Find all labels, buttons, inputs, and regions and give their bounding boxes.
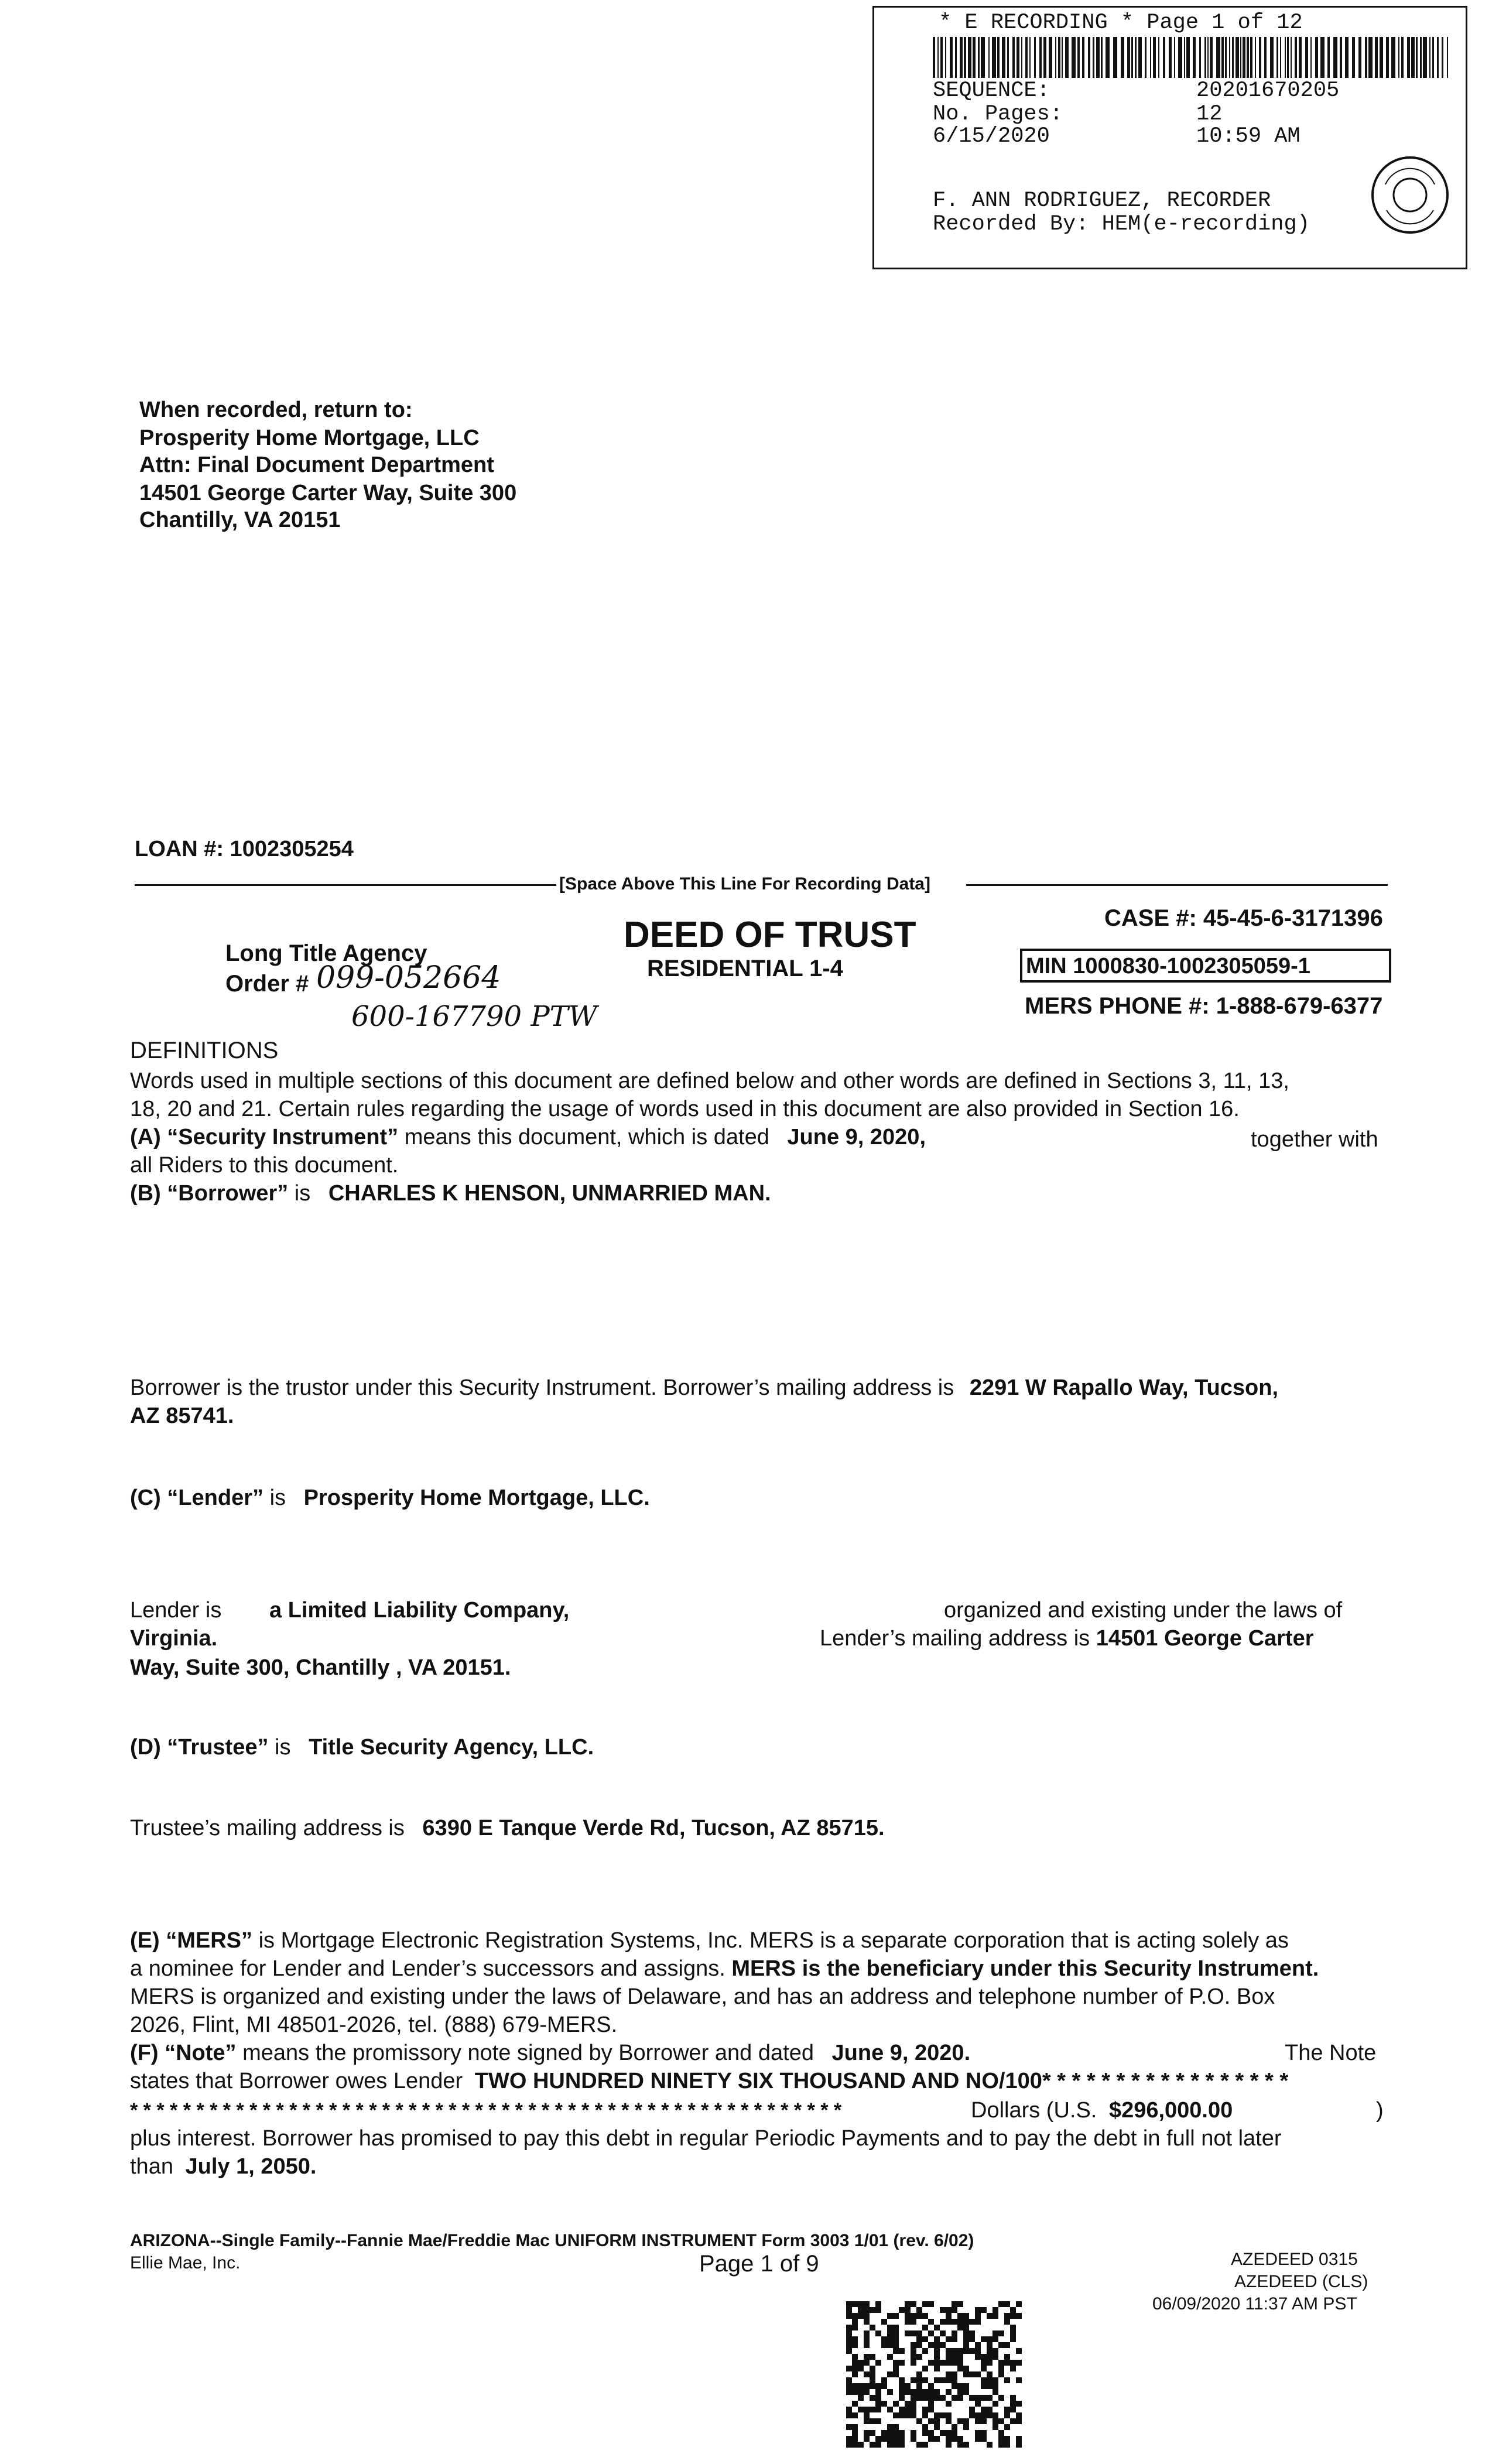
return-to-line4: 14501 George Carter Way, Suite 300 bbox=[139, 481, 517, 505]
lender-mailing bbox=[820, 1624, 1314, 1652]
record-time: 10:59 AM bbox=[1196, 124, 1300, 149]
definition-a-tail: together with bbox=[1251, 1127, 1378, 1152]
barcode-icon bbox=[933, 37, 1448, 78]
return-to-line3: Attn: Final Document Department bbox=[139, 453, 494, 477]
definition-a-date: June 9, 2020, bbox=[787, 1125, 926, 1149]
definition-e-line2b: MERS is the beneficiary under this Security Instrument. bbox=[731, 1956, 1319, 1981]
note-amount-words: TWO HUNDRED NINETY SIX THOUSAND AND NO/100* * * * * * * * * * * * * * * * * bbox=[474, 2069, 1289, 2093]
definition-f-text: means the promissory note signed by Borrower and dated bbox=[242, 2041, 814, 2065]
than-label: than bbox=[130, 2154, 173, 2179]
definitions-intro-line2: 18, 20 and 21. Certain rules regarding the usage of words used in this document are also provided in Section 16. bbox=[130, 1097, 1240, 1121]
definition-e-line2 bbox=[130, 1955, 1319, 1983]
min-number: MIN 1000830-1002305059-1 bbox=[1026, 954, 1310, 978]
case-number: CASE #: 45-45-6-3171396 bbox=[1104, 905, 1383, 931]
definition-e-label: (E) “MERS” bbox=[130, 1928, 252, 1953]
sequence-value: 20201670205 bbox=[1196, 78, 1340, 103]
borrower-name: CHARLES K HENSON, UNMARRIED MAN. bbox=[328, 1181, 771, 1206]
sequence-label: SEQUENCE: bbox=[933, 78, 1050, 103]
note-amount: $296,000.00 bbox=[1108, 2098, 1233, 2123]
definition-b-is: is bbox=[294, 1181, 311, 1206]
definition-f-line2a: states that Borrower owes Lender bbox=[130, 2069, 463, 2093]
lender-type: a Limited Liability Company, bbox=[269, 1598, 570, 1623]
definition-f-line4: plus interest. Borrower has promised to pay this debt in regular Periodic Payments and to pay the debt in full not later bbox=[130, 2126, 1282, 2151]
footer-page: Page 1 of 9 bbox=[699, 2251, 819, 2277]
recording-rule-right bbox=[966, 884, 1388, 886]
trustee-address-text: Trustee’s mailing address is bbox=[130, 1816, 405, 1840]
trustee-address-value: 6390 E Tanque Verde Rd, Tucson, AZ 85715. bbox=[422, 1816, 885, 1840]
return-to-line2: Prosperity Home Mortgage, LLC bbox=[139, 426, 480, 450]
recording-stamp bbox=[872, 6, 1467, 269]
definition-e-line4: 2026, Flint, MI 48501-2026, tel. (888) 679-MERS. bbox=[130, 2013, 618, 2037]
definition-a-label: (A) “Security Instrument” bbox=[130, 1125, 399, 1149]
recorded-by: Recorded By: HEM(e-recording) bbox=[933, 212, 1310, 237]
lender-mailing-text: Lender’s mailing address is bbox=[820, 1626, 1090, 1651]
definition-e-text: is Mortgage Electronic Registration Systems, Inc. MERS is a separate corporation that is acting solely as bbox=[258, 1928, 1289, 1953]
borrower-address-line1 bbox=[130, 1374, 1278, 1402]
definition-f-line5 bbox=[130, 2152, 316, 2181]
lender-is: Lender is bbox=[130, 1598, 222, 1623]
order-label: Order # bbox=[225, 971, 309, 997]
lender-address-2: Way, Suite 300, Chantilly , VA 20151. bbox=[130, 1655, 511, 1680]
return-to-line5: Chantilly, VA 20151 bbox=[139, 508, 341, 532]
trustee-name: Title Security Agency, LLC. bbox=[309, 1735, 594, 1760]
dollars-label: Dollars (U.S. bbox=[971, 2098, 1097, 2123]
definition-a-line2: all Riders to this document. bbox=[130, 1153, 399, 1178]
lender-state: Virginia. bbox=[130, 1626, 218, 1651]
lender-address-1: 14501 George Carter bbox=[1096, 1626, 1314, 1651]
definition-c bbox=[130, 1484, 650, 1512]
loan-number: LOAN #: 1002305254 bbox=[135, 837, 354, 861]
definition-c-label: (C) “Lender” bbox=[130, 1486, 263, 1510]
definition-c-is: is bbox=[269, 1486, 286, 1510]
borrower-address-value: 2291 W Rapallo Way, Tucson, bbox=[969, 1375, 1279, 1400]
document-subtitle: RESIDENTIAL 1-4 bbox=[647, 956, 843, 981]
maturity-date: July 1, 2050. bbox=[185, 2154, 317, 2179]
return-to-line1: When recorded, return to: bbox=[139, 398, 413, 422]
definition-d bbox=[130, 1733, 594, 1761]
dollars-close: ) bbox=[1376, 2098, 1384, 2123]
footer-code1: AZEDEED 0315 bbox=[1231, 2250, 1358, 2269]
definitions-heading: DEFINITIONS bbox=[130, 1038, 279, 1063]
lender-name: Prosperity Home Mortgage, LLC. bbox=[303, 1486, 650, 1510]
definitions-intro-line1: Words used in multiple sections of this document are defined below and other words are defined in Sections 3, 11, 13, bbox=[130, 1069, 1289, 1093]
order-number-handwritten-2: 600-167790 PTW bbox=[351, 1000, 597, 1033]
definition-e-line1 bbox=[130, 1926, 1289, 1955]
stamp-title: * E RECORDING * Page 1 of 12 bbox=[939, 11, 1303, 35]
footer-form: ARIZONA--Single Family--Fannie Mae/Freddie Mac UNIFORM INSTRUMENT Form 3003 1/01 (rev. 6/02) bbox=[130, 2231, 974, 2250]
definition-e-line3: MERS is organized and existing under the laws of Delaware, and has an address and telephone number of P.O. Box bbox=[130, 1984, 1275, 2009]
recorder-name: F. ANN RODRIGUEZ, RECORDER bbox=[933, 189, 1271, 213]
recording-rule-left bbox=[135, 884, 556, 886]
note-date: June 9, 2020. bbox=[831, 2041, 971, 2065]
county-seal-icon bbox=[1369, 154, 1451, 236]
definition-a-text: means this document, which is dated bbox=[404, 1125, 769, 1149]
definition-d-label: (D) “Trustee” bbox=[130, 1735, 269, 1760]
borrower-address-text: Borrower is the trustor under this Security Instrument. Borrower’s mailing address is bbox=[130, 1375, 954, 1400]
order-number-handwritten: 099-052664 bbox=[316, 960, 501, 995]
definition-f-tail: The Note bbox=[1285, 2041, 1377, 2065]
footer-2d-barcode-icon bbox=[846, 2301, 1022, 2448]
pages-value: 12 bbox=[1196, 102, 1223, 126]
trustee-address bbox=[130, 1814, 885, 1842]
title-agency: Long Title Agency bbox=[225, 940, 427, 966]
footer-code2: AZEDEED (CLS) bbox=[1234, 2272, 1368, 2291]
definition-f-stars: * * * * * * * * * * * * * * * * * * * * * * * * * * * * * * * * * * * * * * * * * * * * * * * * * * * * * * bbox=[130, 2099, 842, 2121]
definition-d-is: is bbox=[275, 1735, 291, 1760]
lender-organized: organized and existing under the laws of bbox=[944, 1598, 1343, 1623]
document-title: DEED OF TRUST bbox=[624, 915, 916, 955]
record-date: 6/15/2020 bbox=[933, 124, 1050, 149]
footer-company: Ellie Mae, Inc. bbox=[130, 2253, 241, 2273]
footer-timestamp: 06/09/2020 11:37 AM PST bbox=[1152, 2294, 1357, 2314]
borrower-address-line2: AZ 85741. bbox=[130, 1404, 234, 1428]
space-above-label: [Space Above This Line For Recording Data] bbox=[559, 874, 930, 894]
definition-f-line2 bbox=[130, 2067, 1288, 2095]
definition-e-line2a: a nominee for Lender and Lender’s successors and assigns. bbox=[130, 1956, 725, 1981]
definition-f-label: (F) “Note” bbox=[130, 2041, 237, 2065]
definition-b-label: (B) “Borrower” bbox=[130, 1181, 289, 1206]
mers-phone: MERS PHONE #: 1-888-679-6377 bbox=[1025, 993, 1383, 1019]
pages-label: No. Pages: bbox=[933, 102, 1063, 126]
definition-b bbox=[130, 1179, 771, 1207]
definition-f-dollars bbox=[971, 2096, 1233, 2124]
definition-a-line1 bbox=[130, 1123, 926, 1151]
definition-f-line1 bbox=[130, 2039, 970, 2067]
